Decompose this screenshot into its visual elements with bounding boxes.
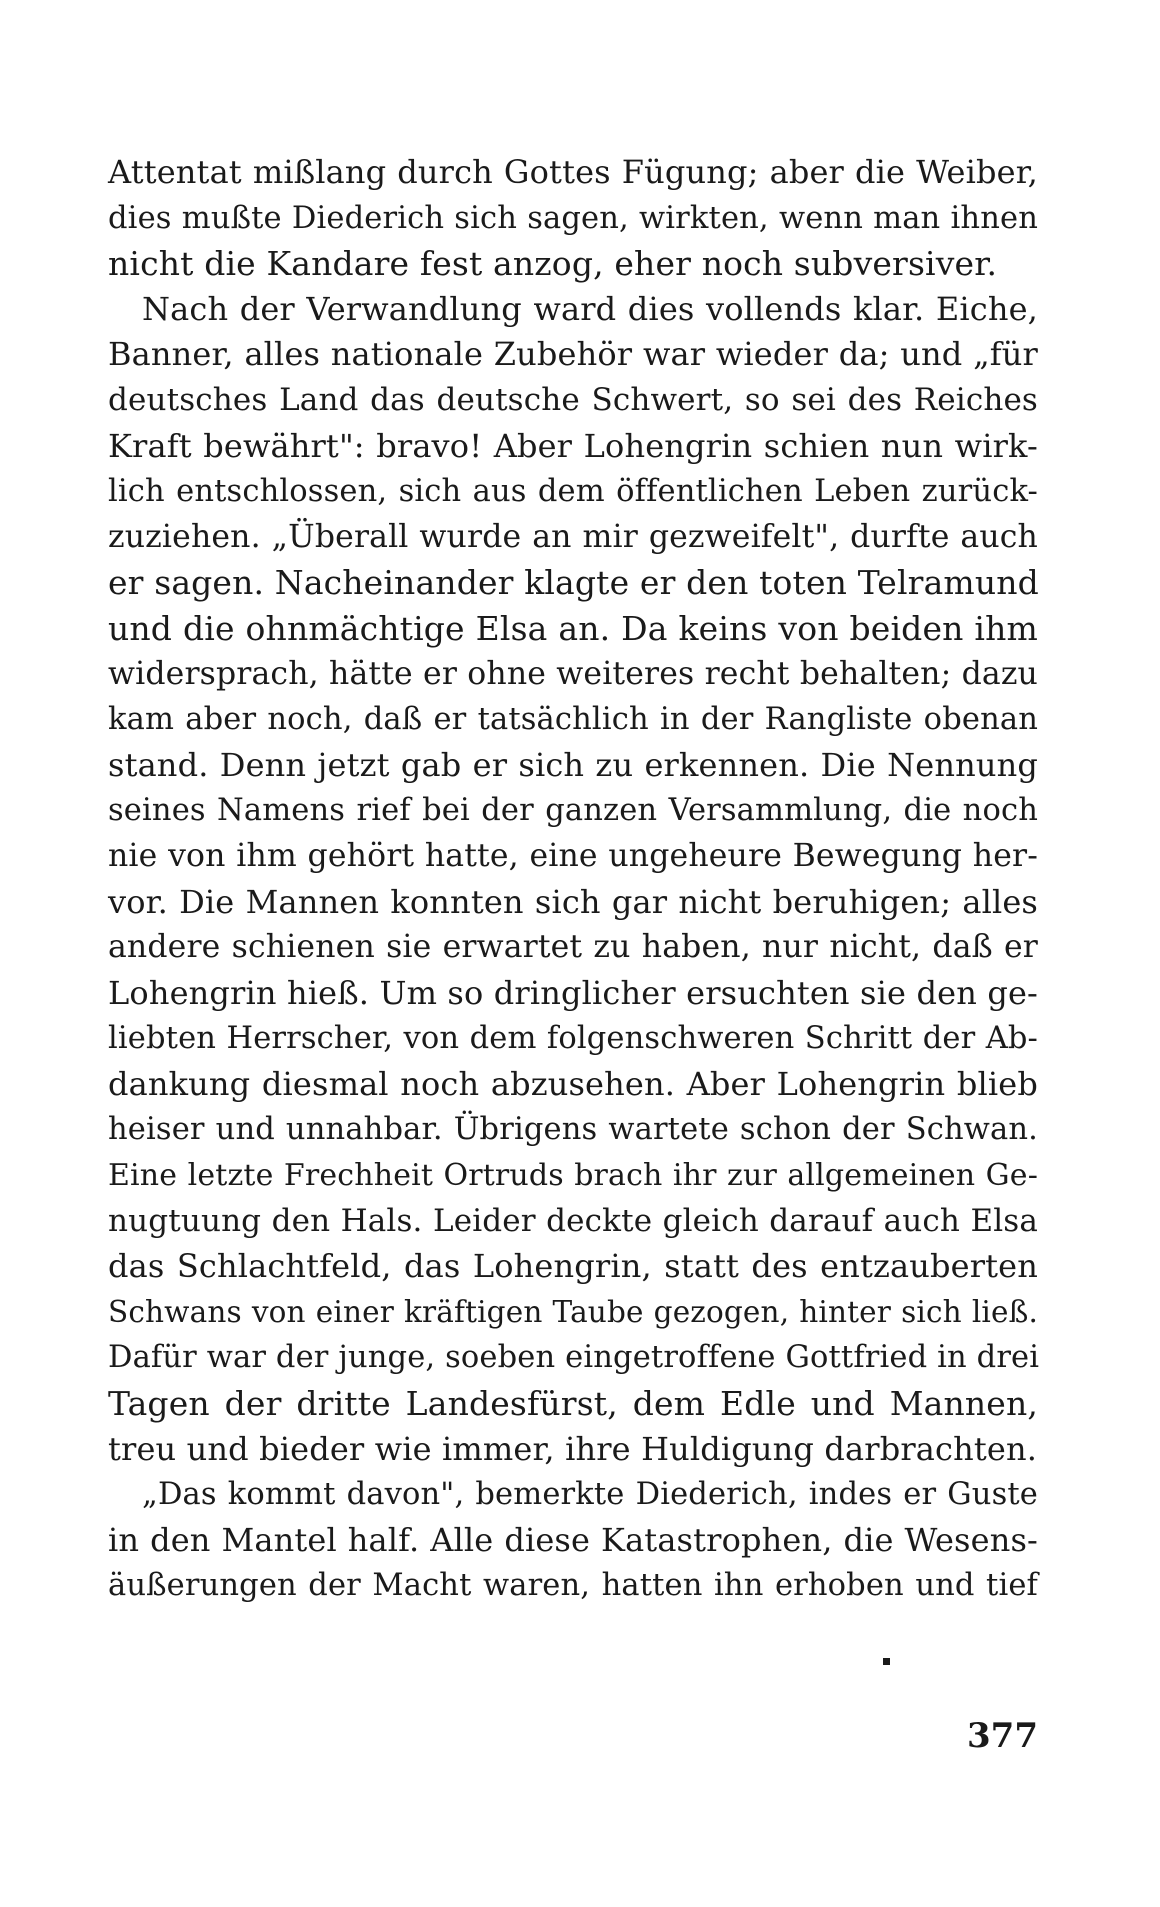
text-line: deutsches Land das deutsche Schwert, so sei des Reiches [108,381,1038,418]
text-line: kam aber noch, daß er tatsächlich in der Rangliste obenan [108,702,1038,738]
text-line: Tagen der dritte Landesfürst, dem Edle und Mannen, [108,1384,1038,1424]
text-line: heiser und unnahbar. Übrigens wartete schon der Schwan. [108,1112,1038,1148]
text-line: Nach der Verwandlung ward dies vollends klar. Eiche, [142,289,1038,328]
text-line: widersprach, hätte er ohne weiteres recht behalten; dazu [108,655,1038,692]
text-line: in den Mantel half. Alle diese Katastrophen, die Wesens- [108,1520,1038,1559]
text-line: lich entschlossen, sich aus dem öffentlichen Leben zurück- [108,474,1038,510]
text-line: Kraft bewährt": bravo! Aber Lohengrin schien nun wirk- [108,426,1038,465]
text-line: und die ohnmächtige Elsa an. Da keins von beiden ihm [108,608,1038,648]
body-text [108,150,1038,1609]
text-line: „Das kommt davon", bemerkte Diederich, indes er Guste [142,1477,1038,1513]
text-line: Dafür war der junge, soeben eingetroffene Gottfried in drei [108,1340,1040,1376]
text-line: Eine letzte Frechheit Ortruds brach ihr zur allgemeinen Ge- [108,1158,1038,1194]
text-line: Attentat mißlang durch Gottes Fügung; aber die Weiber, [108,153,1038,191]
text-line: Banner, alles nationale Zubehör war wieder da; und „für [108,335,1038,374]
text-line: dies mußte Diederich sich sagen, wirkten, wenn man ihnen [108,200,1038,236]
text-line: er sagen. Nacheinander klagte er den toten Telramund [108,563,1039,603]
text-line: vor. Die Mannen konnten sich gar nicht beruhigen; alles [108,882,1038,921]
page-number: 377 [967,1716,1038,1756]
text-line: treu und bieder wie immer, ihre Huldigung darbrachten. [108,1429,1038,1468]
text-line: nie von ihm gehört hatte, eine ungeheure Bewegung her- [108,837,1038,874]
printer-mark [883,1658,890,1665]
text-line: liebten Herrscher, von dem folgenschweren Schritt der Ab- [108,1021,1038,1057]
text-line: nicht die Kandare fest anzog, eher noch subversiver. [108,244,998,284]
text-line: das Schlachtfeld, das Lohengrin, statt des entzauberten [108,1247,1038,1286]
text-line: Lohengrin hieß. Um so dringlicher ersuchten sie den ge- [108,973,1038,1012]
text-line: seines Namens rief bei der ganzen Versammlung, die noch [108,793,1038,829]
text-line: stand. Denn jetzt gab er sich zu erkennen. Die Nennung [108,745,1038,784]
text-line: nugtuung den Hals. Leider deckte gleich darauf auch Elsa [108,1202,1038,1239]
text-line: äußerungen der Macht waren, hatten ihn erhoben und tief [108,1568,1038,1604]
text-line: Schwans von einer kräftigen Taube gezogen, hinter sich ließ. [108,1294,1038,1329]
text-line: zuziehen. „Überall wurde an mir gezweifelt", durfte auch [108,518,1038,555]
text-line: andere schienen sie erwartet zu haben, nur nicht, daß er [108,929,1038,966]
text-line: dankung diesmal noch abzusehen. Aber Lohengrin blieb [108,1064,1038,1103]
